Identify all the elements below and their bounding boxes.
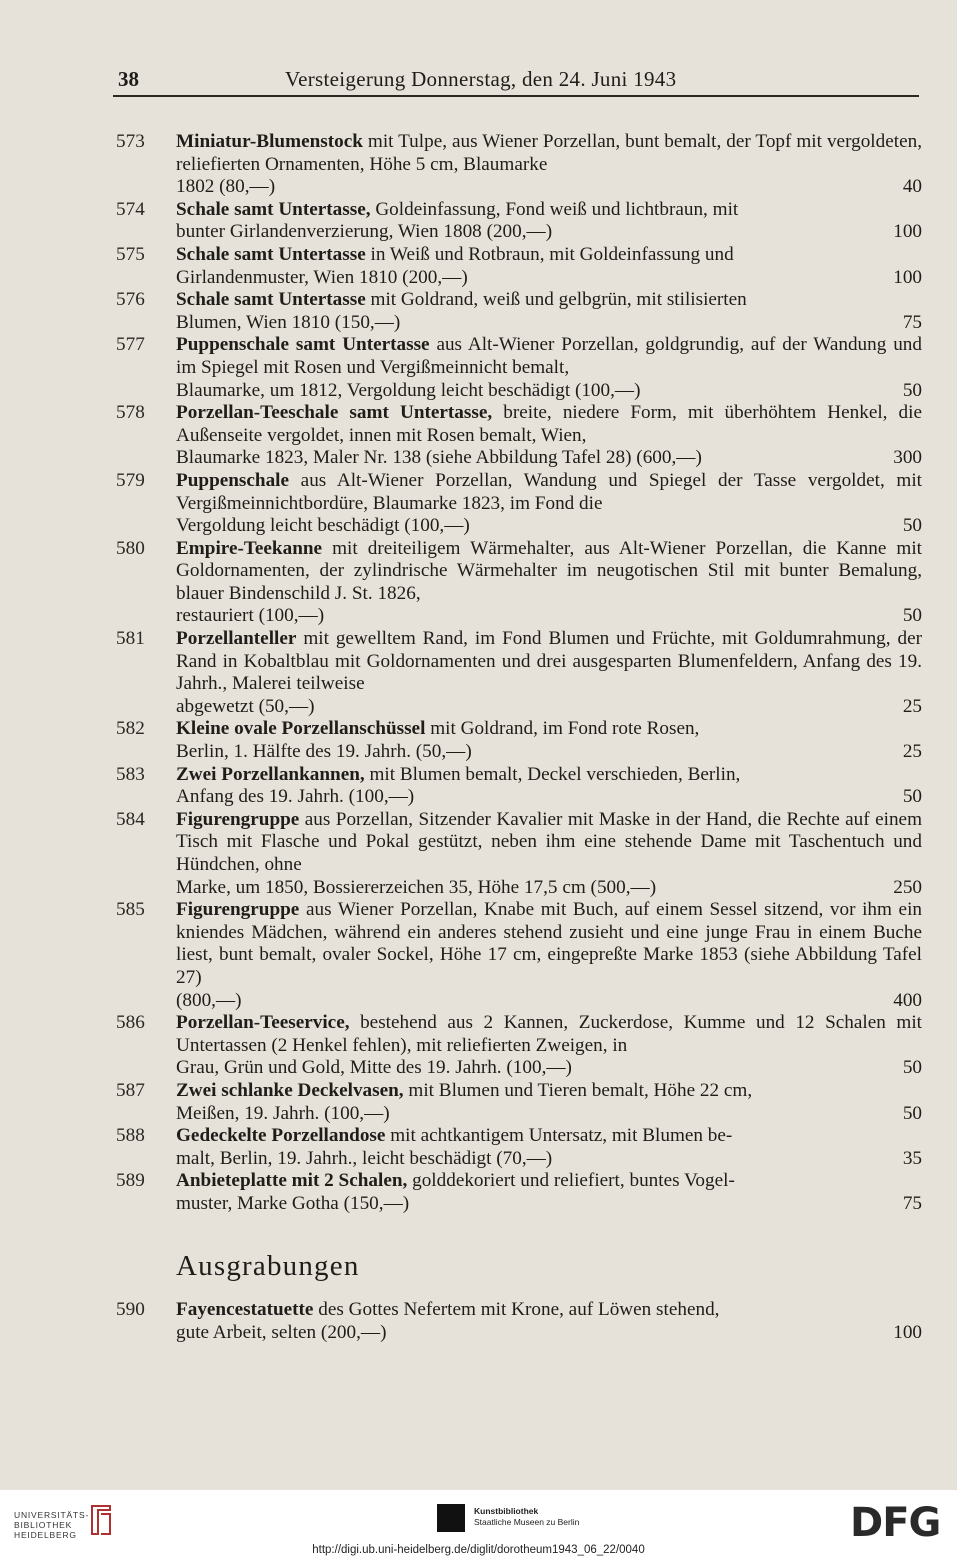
ub-line: UNIVERSITÄTS- bbox=[14, 1510, 90, 1520]
lot-text: mit Goldrand, im Fond rote Rosen, bbox=[425, 718, 700, 740]
lot-text: des Gottes Nefertem mit Krone, auf Löwen stehend, bbox=[313, 1299, 720, 1320]
lot-list bbox=[112, 131, 922, 1216]
lot-title: Porzellanteller bbox=[176, 628, 297, 650]
lot-estimate-text: Berlin, 1. Hälfte des 19. Jahrh. (50,—) bbox=[176, 741, 472, 763]
lot-title: Puppenschale bbox=[176, 469, 290, 491]
lot-title: Gedeckelte Porzellandose bbox=[176, 1125, 386, 1147]
lot-price: 400 bbox=[893, 989, 922, 1011]
lot-last-line bbox=[176, 990, 922, 1013]
lot-entry bbox=[112, 402, 922, 470]
lot-entry bbox=[112, 538, 922, 628]
lot-last-line bbox=[176, 221, 922, 244]
lot-description bbox=[176, 289, 922, 312]
lot-last-line bbox=[176, 1103, 922, 1126]
lot-text: mit dreiteiligem Wärmehalter, aus Alt-Wiener Porzellan, die Kanne mit Goldornamenten, der zylindrische Wärmehalter im neugotischen Stil mit bunter Bemalung, blauer Bindenschild J. St. 1826, bbox=[176, 537, 922, 604]
lot-entry bbox=[112, 1299, 922, 1344]
lot-estimate-text: (800,—) bbox=[176, 989, 242, 1011]
section-heading: Ausgrabungen bbox=[176, 1250, 360, 1282]
lot-number: 589 bbox=[116, 1170, 145, 1192]
lot-last-line bbox=[176, 1148, 922, 1171]
lot-number: 578 bbox=[116, 402, 145, 424]
lot-estimate-text: 1802 (80,—) bbox=[176, 176, 276, 198]
lot-title: Fayencestatuette bbox=[176, 1299, 314, 1320]
source-url[interactable]: http://digi.ub.uni-heidelberg.de/diglit/dorotheum1943_06_22/0040 bbox=[312, 1544, 645, 1556]
lot-text: aus Wiener Porzellan, Knabe mit Buch, auf einem Sessel sitzend, vor ihm ein kniendes Mädchen, während ein anderes stehend zusieht und eine junge Frau in einem Buche liest, bunt bemalt, ovaler Sockel, Höhe 17 cm, eingepreßte Marke 1853 (siehe Abbildung Tafel 27) bbox=[176, 899, 922, 988]
lot-last-line bbox=[176, 515, 922, 538]
lot-title: Miniatur-Blumenstock bbox=[176, 131, 363, 152]
lot-title: Kleine ovale Porzellanschüssel bbox=[176, 718, 426, 740]
lot-last-line bbox=[176, 312, 922, 335]
lot-title: Porzellan-Teeschale samt Untertasse, bbox=[176, 402, 493, 424]
lot-text: aus Alt-Wiener Porzellan, goldgrundig, auf der Wandung und im Spiegel mit Rosen und Vergißmeinnicht bemalt, bbox=[176, 334, 922, 378]
lot-title: Schale samt Untertasse bbox=[176, 289, 366, 311]
lot-title: Zwei Porzellankannen, bbox=[176, 763, 365, 785]
lot-last-line bbox=[176, 741, 922, 764]
lot-price: 50 bbox=[902, 1057, 922, 1079]
lot-description bbox=[176, 628, 922, 696]
lot-price: 75 bbox=[902, 311, 922, 333]
lot-price: 35 bbox=[902, 1147, 922, 1169]
lot-entry bbox=[112, 199, 922, 244]
lot-estimate-text: Grau, Grün und Gold, Mitte des 19. Jahrh. (100,—) bbox=[176, 1057, 572, 1079]
ub-line: HEIDELBERG bbox=[14, 1530, 77, 1540]
lot-description bbox=[176, 809, 922, 877]
lot-price: 100 bbox=[893, 221, 922, 243]
lot-number: 582 bbox=[116, 718, 145, 740]
lot-description bbox=[176, 131, 922, 176]
lot-number: 580 bbox=[116, 537, 145, 559]
running-title: Versteigerung Donnerstag, den 24. Juni 1943 bbox=[285, 67, 677, 91]
lot-last-line bbox=[176, 1057, 922, 1080]
lot-price: 25 bbox=[902, 695, 922, 717]
lot-price: 100 bbox=[893, 1321, 922, 1343]
lot-text: aus Porzellan, Sitzender Kavalier mit Maske in der Hand, die Rechte auf einem Tisch mit Flasche und Pokal gestützt, neben ihm eine stehende Dame mit Taschentuch und Hündchen, ohne bbox=[176, 808, 922, 875]
lot-last-line bbox=[176, 696, 922, 719]
lot-estimate-text: bunter Girlandenverzierung, Wien 1808 (200,—) bbox=[176, 221, 553, 243]
lot-description bbox=[176, 764, 922, 787]
lot-price: 50 bbox=[902, 379, 922, 401]
lot-number: 583 bbox=[116, 763, 145, 785]
kb-line: Kunstbibliothek bbox=[474, 1506, 539, 1516]
lot-entry bbox=[112, 718, 922, 763]
lot-number: 577 bbox=[116, 334, 145, 356]
lot-text: mit Blumen und Tieren bemalt, Höhe 22 cm, bbox=[403, 1079, 753, 1101]
lot-text: breite, niedere Form, mit überhöhtem Henkel, die Außenseite vergoldet, innen mit Rosen bemalt, Wien, bbox=[176, 402, 922, 446]
lot-estimate-text: malt, Berlin, 19. Jahrh., leicht beschädigt (70,—) bbox=[176, 1147, 553, 1169]
lot-description bbox=[176, 402, 922, 447]
lot-price: 75 bbox=[902, 1192, 922, 1214]
lot-entry bbox=[112, 899, 922, 1012]
lot-price: 25 bbox=[902, 741, 922, 763]
ub-heidelberg-logo-icon[interactable] bbox=[88, 1502, 114, 1538]
lot-last-line bbox=[176, 176, 922, 199]
lot-price: 50 bbox=[902, 515, 922, 537]
lot-price: 40 bbox=[902, 176, 922, 198]
lot-number: 584 bbox=[116, 808, 145, 830]
lot-title: Anbieteplatte mit 2 Schalen, bbox=[176, 1170, 408, 1192]
lot-text: Goldeinfassung, Fond weiß und lichtbraun, mit bbox=[370, 198, 739, 220]
lot-estimate-text: restauriert (100,—) bbox=[176, 605, 325, 627]
lot-last-line bbox=[176, 605, 922, 628]
lot-number: 586 bbox=[116, 1012, 145, 1034]
lot-entry bbox=[112, 628, 922, 718]
lot-title: Empire-Teekanne bbox=[176, 537, 323, 559]
lot-estimate-text: Blaumarke, um 1812, Vergoldung leicht beschädigt (100,—) bbox=[176, 379, 641, 401]
lot-last-line bbox=[176, 380, 922, 403]
lot-entry bbox=[112, 1080, 922, 1125]
lot-entry bbox=[112, 1170, 922, 1215]
lot-title: Puppenschale samt Untertasse bbox=[176, 334, 430, 356]
lot-title: Figurengruppe bbox=[176, 808, 300, 830]
lot-text: mit Blumen bemalt, Deckel verschieden, Berlin, bbox=[364, 763, 741, 785]
lot-estimate-text: gute Arbeit, selten (200,—) bbox=[176, 1321, 387, 1343]
lot-title: Schale samt Untertasse bbox=[176, 243, 366, 265]
footer-bar bbox=[0, 1490, 957, 1562]
lot-number: 574 bbox=[116, 198, 145, 220]
lot-price: 50 bbox=[902, 1102, 922, 1124]
lot-estimate-text: Blaumarke 1823, Maler Nr. 138 (siehe Abbildung Tafel 28) (600,—) bbox=[176, 447, 702, 469]
page-number: 38 bbox=[118, 67, 139, 91]
lot-description bbox=[176, 1080, 922, 1103]
lot-estimate-text: abgewetzt (50,—) bbox=[176, 695, 315, 717]
lot-description bbox=[176, 899, 922, 989]
lot-number: 573 bbox=[116, 131, 145, 152]
lot-number: 590 bbox=[116, 1299, 145, 1320]
lot-description bbox=[176, 244, 922, 267]
lot-title: Schale samt Untertasse, bbox=[176, 198, 371, 220]
lot-entry bbox=[112, 470, 922, 538]
lot-last-line bbox=[176, 1193, 922, 1216]
ub-heidelberg-logo-text[interactable] bbox=[14, 1510, 89, 1540]
lot-description bbox=[176, 718, 922, 741]
lot-text: bestehend aus 2 Kannen, Zuckerdose, Kumme und 12 Schalen mit Untertassen (2 Henkel fehlen), mit reliefierten Zweigen, in bbox=[176, 1012, 922, 1056]
lot-entry bbox=[112, 131, 922, 199]
lot-entry bbox=[112, 289, 922, 334]
lot-entry bbox=[112, 1125, 922, 1170]
page-header bbox=[113, 63, 919, 97]
lot-number: 576 bbox=[116, 289, 145, 311]
lot-title: Zwei schlanke Deckelvasen, bbox=[176, 1079, 404, 1101]
lot-text: mit gewelltem Rand, im Fond Blumen und Früchte, mit Goldumrahmung, der Rand in Kobaltblau mit Goldornamenten und drei ausgesparten Blumenfeldern, Anfang des 19. Jahrh., Malerei teilweise bbox=[176, 628, 922, 695]
lot-estimate-text: Girlandenmuster, Wien 1810 (200,—) bbox=[176, 266, 468, 288]
lot-title: Figurengruppe bbox=[176, 899, 300, 921]
lot-last-line bbox=[176, 447, 922, 470]
lot-list-ausgrabungen bbox=[112, 1299, 922, 1344]
lot-description bbox=[176, 334, 922, 379]
lot-description bbox=[176, 1012, 922, 1057]
dfg-logo[interactable]: DFG bbox=[850, 1500, 941, 1546]
lot-description bbox=[176, 199, 922, 222]
kunstbibliothek-logo-text[interactable] bbox=[474, 1506, 579, 1528]
lot-entry bbox=[112, 244, 922, 289]
lot-number: 581 bbox=[116, 628, 145, 650]
lot-description bbox=[176, 470, 922, 515]
lot-number: 575 bbox=[116, 243, 145, 265]
lot-text: in Weiß und Rotbraun, mit Goldeinfassung und bbox=[365, 243, 734, 265]
lot-estimate-text: Vergoldung leicht beschädigt (100,—) bbox=[176, 515, 470, 537]
lot-text: mit Goldrand, weiß und gelbgrün, mit stilisierten bbox=[365, 289, 747, 311]
lot-entry bbox=[112, 334, 922, 402]
lot-estimate-text: Marke, um 1850, Bossiererzeichen 35, Höhe 17,5 cm (500,—) bbox=[176, 876, 657, 898]
lot-last-line bbox=[176, 1322, 922, 1345]
lot-price: 50 bbox=[902, 786, 922, 808]
lot-price: 100 bbox=[893, 266, 922, 288]
lot-price: 300 bbox=[893, 447, 922, 469]
kb-line: Staatliche Museen zu Berlin bbox=[474, 1517, 580, 1527]
lot-entry bbox=[112, 809, 922, 899]
lot-last-line bbox=[176, 267, 922, 290]
lot-description bbox=[176, 1125, 922, 1148]
lot-description bbox=[176, 1299, 922, 1322]
lot-text: aus Alt-Wiener Porzellan, Wandung und Spiegel der Tasse vergoldet, mit Vergißmeinnichtbordüre, Blaumarke 1823, im Fond die bbox=[176, 469, 922, 514]
lot-last-line bbox=[176, 786, 922, 809]
kunstbibliothek-logo-icon[interactable] bbox=[437, 1504, 465, 1532]
lot-estimate-text: Blumen, Wien 1810 (150,—) bbox=[176, 311, 401, 333]
lot-description bbox=[176, 1170, 922, 1193]
lot-number: 587 bbox=[116, 1079, 145, 1101]
lot-estimate-text: Anfang des 19. Jahrh. (100,—) bbox=[176, 786, 415, 808]
lot-entry bbox=[112, 1012, 922, 1080]
lot-title: Porzellan-Teeservice, bbox=[176, 1012, 350, 1034]
lot-number: 579 bbox=[116, 469, 145, 491]
lot-last-line bbox=[176, 877, 922, 900]
lot-text: mit achtkantigem Untersatz, mit Blumen be- bbox=[385, 1125, 733, 1147]
lot-estimate-text: muster, Marke Gotha (150,—) bbox=[176, 1192, 410, 1214]
ub-line: BIBLIOTHEK bbox=[14, 1520, 73, 1530]
lot-price: 250 bbox=[893, 876, 922, 898]
lot-text: mit Tulpe, aus Wiener Porzellan, bunt bemalt, der Topf mit vergoldeten, reliefierten Ornamenten, Höhe 5 cm, Blaumarke bbox=[176, 131, 922, 175]
lot-text: golddekoriert und reliefiert, buntes Vogel- bbox=[407, 1170, 735, 1192]
lot-description bbox=[176, 538, 922, 606]
lot-estimate-text: Meißen, 19. Jahrh. (100,—) bbox=[176, 1102, 390, 1124]
lot-number: 588 bbox=[116, 1125, 145, 1147]
lot-number: 585 bbox=[116, 899, 145, 921]
lot-price: 50 bbox=[902, 605, 922, 627]
lot-entry bbox=[112, 764, 922, 809]
